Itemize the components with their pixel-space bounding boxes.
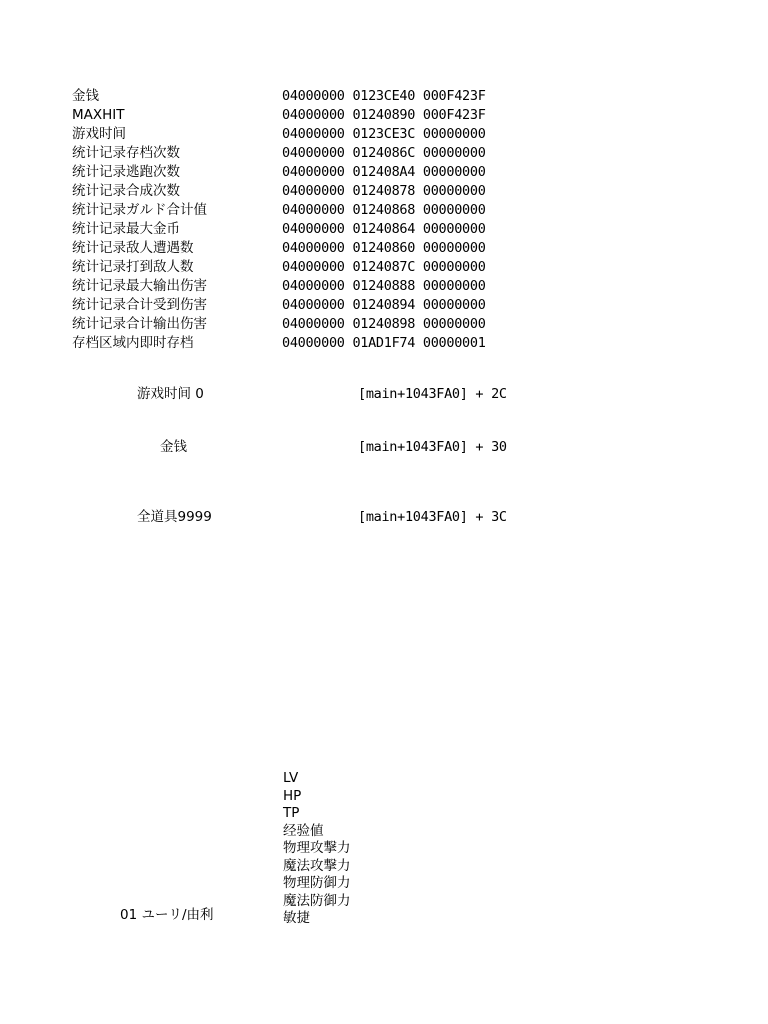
pointer-row [0, 508, 768, 527]
code-label: 统计记录合成次数 [72, 183, 180, 199]
code-label: 游戏时间 [72, 126, 126, 142]
stat-item: 魔法防御力 [283, 892, 351, 909]
code-value: 04000000 0123CE40 000F423F [282, 88, 486, 104]
code-label: 统计记录合计受到伤害 [72, 297, 207, 313]
code-value: 04000000 0123CE3C 00000000 [282, 126, 486, 142]
code-label: MAXHIT [72, 107, 125, 123]
code-value: 04000000 0124086C 00000000 [282, 145, 486, 161]
code-label: 统计记录打到敌人数 [72, 259, 194, 275]
stat-item: TP [283, 805, 300, 821]
code-value: 04000000 01240894 00000000 [282, 297, 486, 313]
pointer-row [0, 438, 768, 457]
character-label: 01 ユーリ/由利 [120, 907, 214, 923]
pointer-offset: [main+1043FA0] + 2C [358, 386, 507, 402]
stat-item: HP [283, 787, 302, 804]
stat-item: 敏捷 [283, 910, 310, 926]
stat-item: 经验値 [283, 822, 324, 839]
code-label: 统计记录最大输出伤害 [72, 278, 207, 294]
code-label: 存档区域内即时存档 [72, 335, 194, 351]
code-label: 统计记录ガルド合计值 [72, 202, 207, 218]
pointer-row [0, 385, 768, 404]
code-value: 04000000 01240888 00000000 [282, 278, 486, 294]
code-label: 金钱 [72, 88, 99, 104]
code-value: 04000000 01240878 00000000 [282, 183, 486, 199]
code-label: 统计记录存档次数 [72, 145, 180, 161]
code-label: 统计记录最大金币 [72, 221, 180, 237]
stat-item: LV [283, 770, 299, 786]
pointer-offset: [main+1043FA0] + 30 [358, 439, 507, 455]
stat-item: 物理攻撃力 [283, 840, 351, 856]
pointer-label: 游戏时间 0 [137, 386, 204, 402]
pointer-label: 金钱 [160, 439, 187, 455]
code-value: 04000000 01240868 00000000 [282, 202, 486, 218]
pointer-offset: [main+1043FA0] + 3C [358, 509, 507, 525]
code-label: 统计记录逃跑次数 [72, 164, 180, 180]
character-stat-list [283, 770, 351, 928]
code-label: 统计记录合计输出伤害 [72, 316, 207, 332]
code-value: 04000000 01240890 000F423F [282, 107, 486, 123]
code-value: 04000000 0124087C 00000000 [282, 259, 486, 275]
code-value: 04000000 01240860 00000000 [282, 240, 486, 256]
stat-item: 物理防御力 [283, 875, 351, 891]
code-value: 04000000 01240864 00000000 [282, 221, 486, 237]
code-label: 统计记录敌人遭遇数 [72, 240, 194, 256]
pointer-label: 全道具9999 [137, 509, 212, 525]
stat-item: 魔法攻撃力 [283, 857, 351, 874]
code-value: 04000000 01AD1F74 00000001 [282, 335, 486, 351]
code-value: 04000000 012408A4 00000000 [282, 164, 486, 180]
code-value: 04000000 01240898 00000000 [282, 316, 486, 332]
